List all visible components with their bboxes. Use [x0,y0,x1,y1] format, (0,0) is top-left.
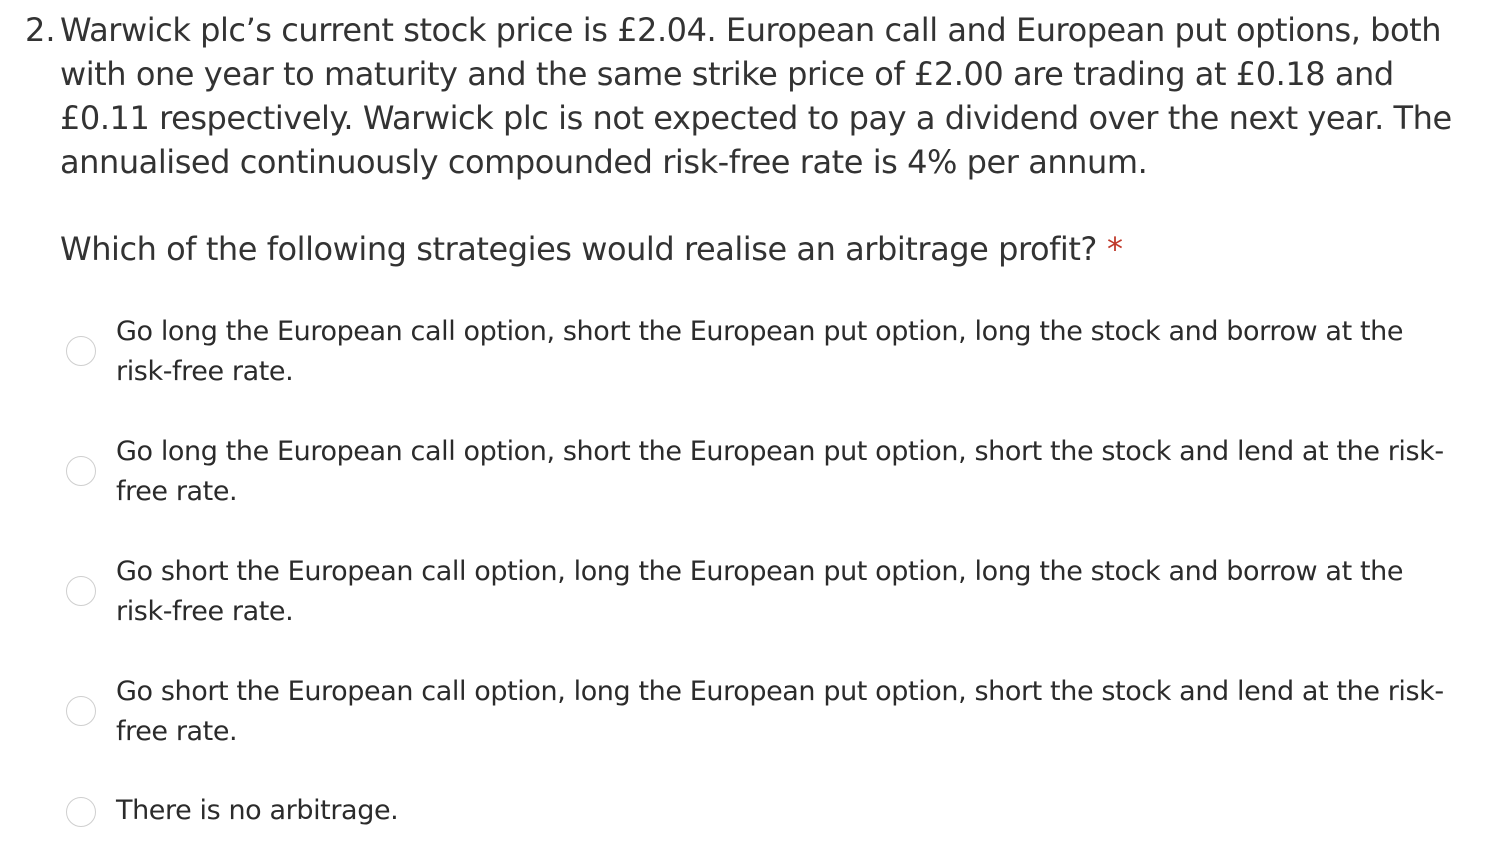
radio-button[interactable] [66,456,96,486]
answer-option-label[interactable]: Go long the European call option, short the European put option, short the stock and lend at the risk-free rate. [116,436,1444,507]
radio-button[interactable] [66,336,96,366]
question-stem: Warwick plc’s current stock price is £2.04. European call and European put options, both with one year to maturity and the same strike price of £2.00 are trading at £0.18 and £0.11 respectively. Warwick plc is not expected to pay a dividend over the next year. The annualised continuously compounded risk-free rate is 4% per annum. [60,11,1452,181]
question-number: 2. [25,11,56,49]
question-prompt [60,227,1123,271]
answer-option-label[interactable]: Go long the European call option, short the European put option, long the stock and borrow at the risk-free rate. [116,316,1404,387]
answer-option-label[interactable]: Go short the European call option, long the European put option, long the stock and borrow at the risk-free rate. [116,556,1404,627]
radio-button[interactable] [66,576,96,606]
answer-option-label[interactable]: Go short the European call option, long the European put option, short the stock and lend at the risk-free rate. [116,676,1444,747]
answer-option-label[interactable]: There is no arbitrage. [116,795,399,826]
question-prompt-text: Which of the following strategies would realise an arbitrage profit? [60,230,1097,268]
required-marker: * [1106,230,1123,268]
radio-button[interactable] [66,696,96,726]
radio-button[interactable] [66,797,96,827]
